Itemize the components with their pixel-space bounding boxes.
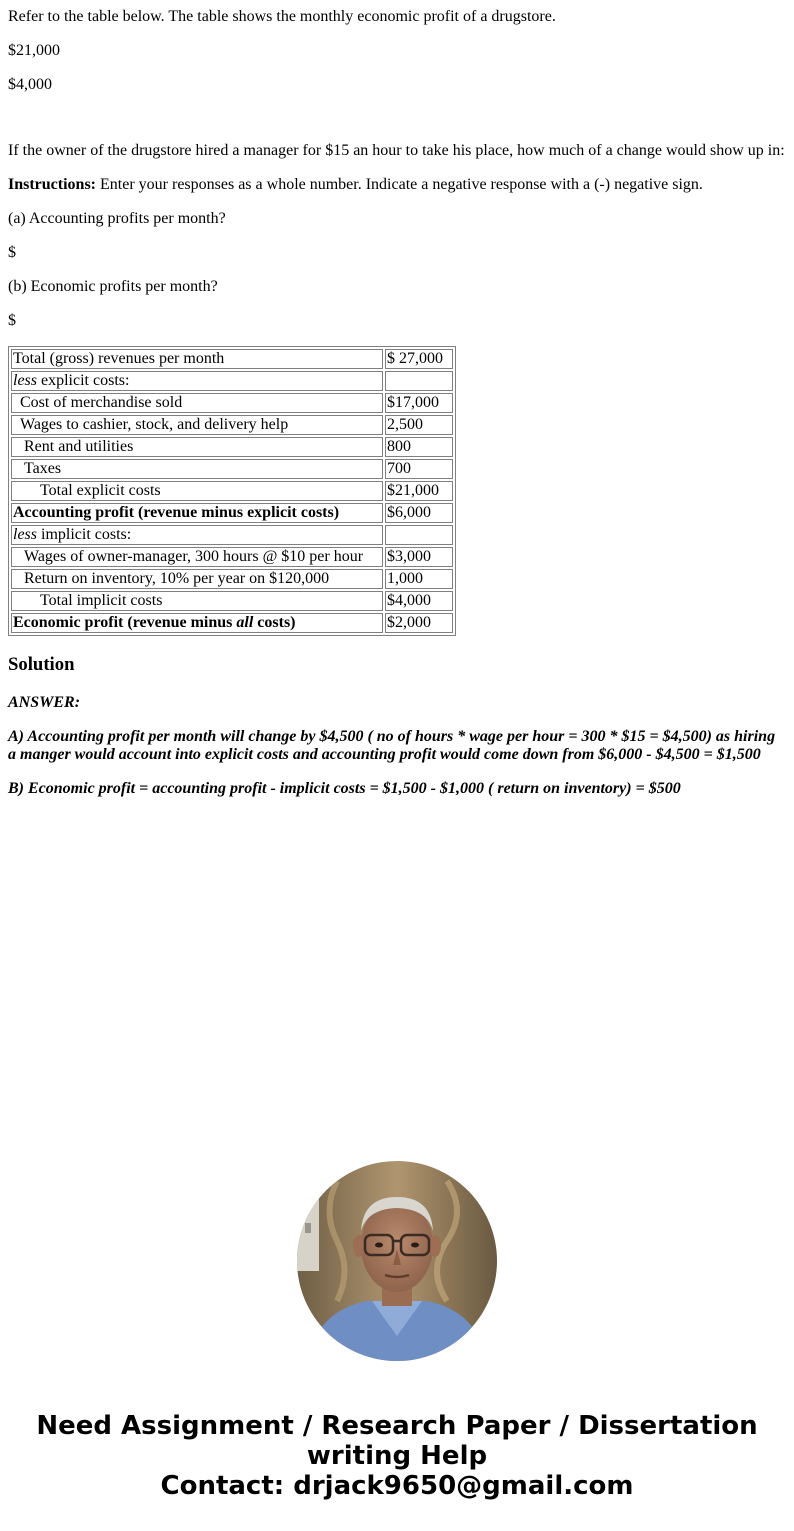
question-intro: Refer to the table below. The table shows the monthly economic profit of a drugstore. [8, 8, 556, 25]
row-label-rest: explicit costs: [37, 372, 130, 389]
question-prompt: If the owner of the drugstore hired a manager for $15 an hour to take his place, how much of a change would show up in: [8, 142, 785, 159]
row-label: Total explicit costs [11, 481, 383, 501]
part-a-question: (a) Accounting profits per month? [8, 210, 226, 227]
answer-a: A) Accounting profit per month will change by $4,500 ( no of hours * wage per hour = 300 * $15 = $4,500) as hiring a manger would account into explicit costs and accounting profit would come down from $6,000 - $4,500 = $1,500 [8, 728, 776, 763]
table-row [11, 525, 453, 545]
row-label: Wages to cashier, stock, and delivery help [11, 415, 383, 435]
answer-b: B) Economic profit = accounting profit - implicit costs = $1,500 - $1,000 ( return on inventory) = $500 [8, 780, 681, 797]
part-a-answer-field: $ [8, 244, 16, 261]
row-label: Total (gross) revenues per month [11, 349, 383, 369]
row-value: $ 27,000 [385, 349, 453, 369]
footer-contact: Contact: drjack9650@gmail.com [160, 1471, 634, 1501]
footer-line-2: writing Help [306, 1441, 488, 1471]
row-value: $6,000 [385, 503, 453, 523]
table-row [11, 613, 453, 633]
row-label: Wages of owner-manager, 300 hours @ $10 per hour [11, 547, 383, 567]
row-label: Total implicit costs [11, 591, 383, 611]
row-value: $21,000 [385, 481, 453, 501]
table-row [11, 415, 453, 435]
document-body [0, 8, 794, 798]
row-value: $2,000 [385, 613, 453, 633]
row-value [385, 525, 453, 545]
economic-profit-table [8, 346, 456, 636]
instructions [8, 176, 786, 194]
row-value: 800 [385, 437, 453, 457]
table-row [11, 349, 453, 369]
row-value: $17,000 [385, 393, 453, 413]
row-value: 2,500 [385, 415, 453, 435]
solution-heading: Solution [8, 654, 75, 675]
row-value: $3,000 [385, 547, 453, 567]
row-label [11, 613, 383, 633]
row-label-part: costs) [253, 614, 296, 631]
row-label-emphasis: all [236, 614, 254, 631]
part-b-answer-field: $ [8, 312, 16, 329]
table-row [11, 459, 453, 479]
instructions-label: Instructions: [8, 176, 97, 193]
row-label-rest: implicit costs: [37, 526, 132, 543]
table-row [11, 547, 453, 567]
author-avatar [297, 1161, 497, 1361]
table-row [11, 569, 453, 589]
row-label: Return on inventory, 10% per year on $120,000 [11, 569, 383, 589]
explicit-cost-line: $21,000 [8, 42, 60, 59]
row-label-emphasis: less [13, 372, 37, 389]
table-row [11, 503, 453, 523]
row-label [11, 371, 383, 391]
row-label: Taxes [11, 459, 383, 479]
row-label-part: Economic profit (revenue minus [13, 614, 237, 631]
part-b-question: (b) Economic profits per month? [8, 278, 218, 295]
table-row [11, 393, 453, 413]
instructions-text: Enter your responses as a whole number. Indicate a negative response with a (-) negative sign. [96, 176, 703, 193]
row-value: 1,000 [385, 569, 453, 589]
implicit-cost-line: $4,000 [8, 76, 52, 93]
table-row [11, 481, 453, 501]
table-row [11, 437, 453, 457]
table-row [11, 371, 453, 391]
author-portrait-image [297, 1161, 497, 1361]
table-row [11, 591, 453, 611]
row-label: Accounting profit (revenue minus explicit costs) [11, 503, 383, 523]
row-value [385, 371, 453, 391]
row-label: Rent and utilities [11, 437, 383, 457]
spacer [8, 110, 786, 126]
row-value: 700 [385, 459, 453, 479]
row-label-emphasis: less [13, 526, 37, 543]
row-value: $4,000 [385, 591, 453, 611]
row-label [11, 525, 383, 545]
answer-label: ANSWER: [8, 694, 81, 711]
footer-line-1: Need Assignment / Research Paper / Dissertation [36, 1411, 758, 1441]
row-label: Cost of merchandise sold [11, 393, 383, 413]
footer-promo [0, 1411, 794, 1501]
